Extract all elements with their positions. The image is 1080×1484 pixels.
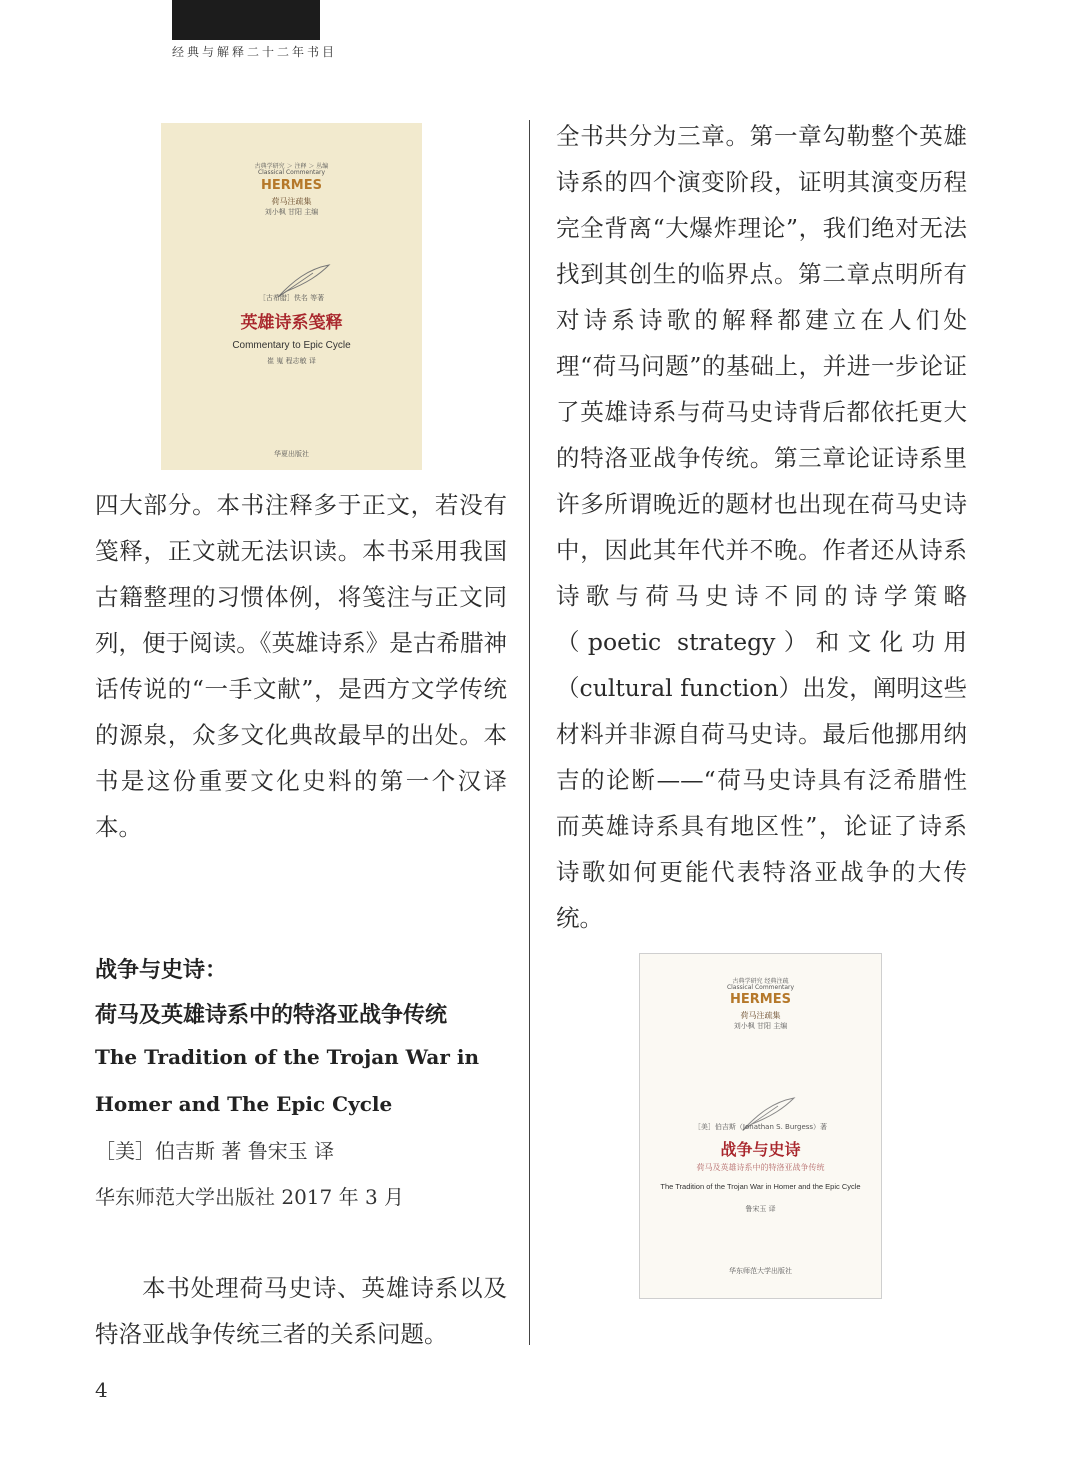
book-author-line: ［美］伯吉斯 著 鲁宋玉 译 — [95, 1139, 335, 1163]
cover-editors: 刘小枫 甘阳 主编 — [733, 1022, 788, 1030]
right-paragraph: 全书共分为三章。第一章勾勒整个英雄诗系的四个演变阶段，证明其演变历程完全背离“大爆炸理论”，我们绝对无法找到其创生的临界点。第二章点明所有对诗系诗歌的解释都建立在人们处理“荷马问题”的基础上，并进一步论证了英雄诗系与荷马史诗背后都依托更大的特洛亚战争传统。第三章论证诗系里许多所谓晚近的题材也出现在荷马史诗中，因此其年代并不晚。作者还从诗系诗歌与荷马史诗不同的诗学策略（poetic strategy）和文化功用（cultural function）出发，阐明这些材料并非源自荷马史诗。最后他挪用纳吉的论断——“荷马史诗具有泛希腊性而英雄诗系具有地区性”，论证了诗系诗歌如何更能代表特洛亚战争的大传统。 — [556, 122, 967, 932]
book-english-title-line2: Homer and The Epic Cycle — [95, 1092, 393, 1116]
cover-brand-sub: 荷马注疏集 — [740, 1011, 781, 1020]
cover-brand-sub: 荷马注疏集 — [271, 197, 312, 206]
cover-brand: HERMES — [261, 178, 322, 193]
cover-series-sublabel: Classical Commentary — [257, 169, 326, 176]
cover-title-cn: 英雄诗系笺释 — [240, 313, 343, 333]
book-publisher-line: 华东师范大学出版社 2017 年 3 月 — [95, 1185, 405, 1209]
left-paragraph: 四大部分。本书注释多于正文，若没有笺释，正文就无法识读。本书采用我国古籍整理的习惯体例，将笺注与正文同列，便于阅读。《英雄诗系》是古希腊神话传说的“一手文献”，是西方文学传统的源泉，众多文化典故最早的出处。本书是这份重要文化史料的第一个汉译本。 — [95, 491, 507, 841]
cover-author: ［美］伯吉斯（Jonathan S. Burgess）著 — [693, 1123, 828, 1131]
cover-title-en: The Tradition of the Trojan War in Homer and the Epic Cycle — [660, 1182, 861, 1191]
cover-brand: HERMES — [730, 992, 791, 1007]
cover-publisher: 华东师范大学出版社 — [729, 1267, 792, 1275]
book-cover-war-and-epic — [639, 953, 882, 1299]
cover-translator: 鲁宋玉 译 — [745, 1205, 776, 1213]
cover-title-cn-sub: 荷马及英雄诗系中的特洛亚战争传统 — [696, 1163, 825, 1172]
book-title-line1: 战争与史诗： — [95, 958, 228, 983]
running-header: 经典与解释二十二年书目 — [172, 45, 338, 59]
cover-author: ［古希腊］佚名 等著 — [258, 294, 325, 302]
cover-translator: 崔 嵬 程志敏 译 — [267, 357, 316, 365]
book-english-title-line1: The Tradition of the Trojan War in — [95, 1045, 479, 1069]
cover-title-en: Commentary to Epic Cycle — [232, 340, 351, 351]
column-divider — [529, 120, 530, 1345]
cover-series-label: 古典学研究 经典注疏 — [732, 978, 789, 985]
book-cover-epic-cycle-commentary — [161, 123, 422, 470]
cover-publisher: 华夏出版社 — [274, 450, 309, 458]
page-number: 4 — [95, 1378, 108, 1402]
cover-series-label: 古典学研究 ＞ 注释 ＞ 丛编 — [254, 163, 329, 170]
cover-title-cn: 战争与史诗 — [720, 1140, 801, 1159]
cover-editors: 刘小枫 甘阳 主编 — [264, 208, 319, 216]
header-black-block — [172, 0, 320, 40]
cover-series-sublabel: Classical Commentary — [726, 984, 795, 991]
book-title-line2: 荷马及英雄诗系中的特洛亚战争传统 — [95, 1003, 448, 1028]
intro-paragraph: 本书处理荷马史诗、英雄诗系以及特洛亚战争传统三者的关系问题。 — [95, 1274, 507, 1348]
